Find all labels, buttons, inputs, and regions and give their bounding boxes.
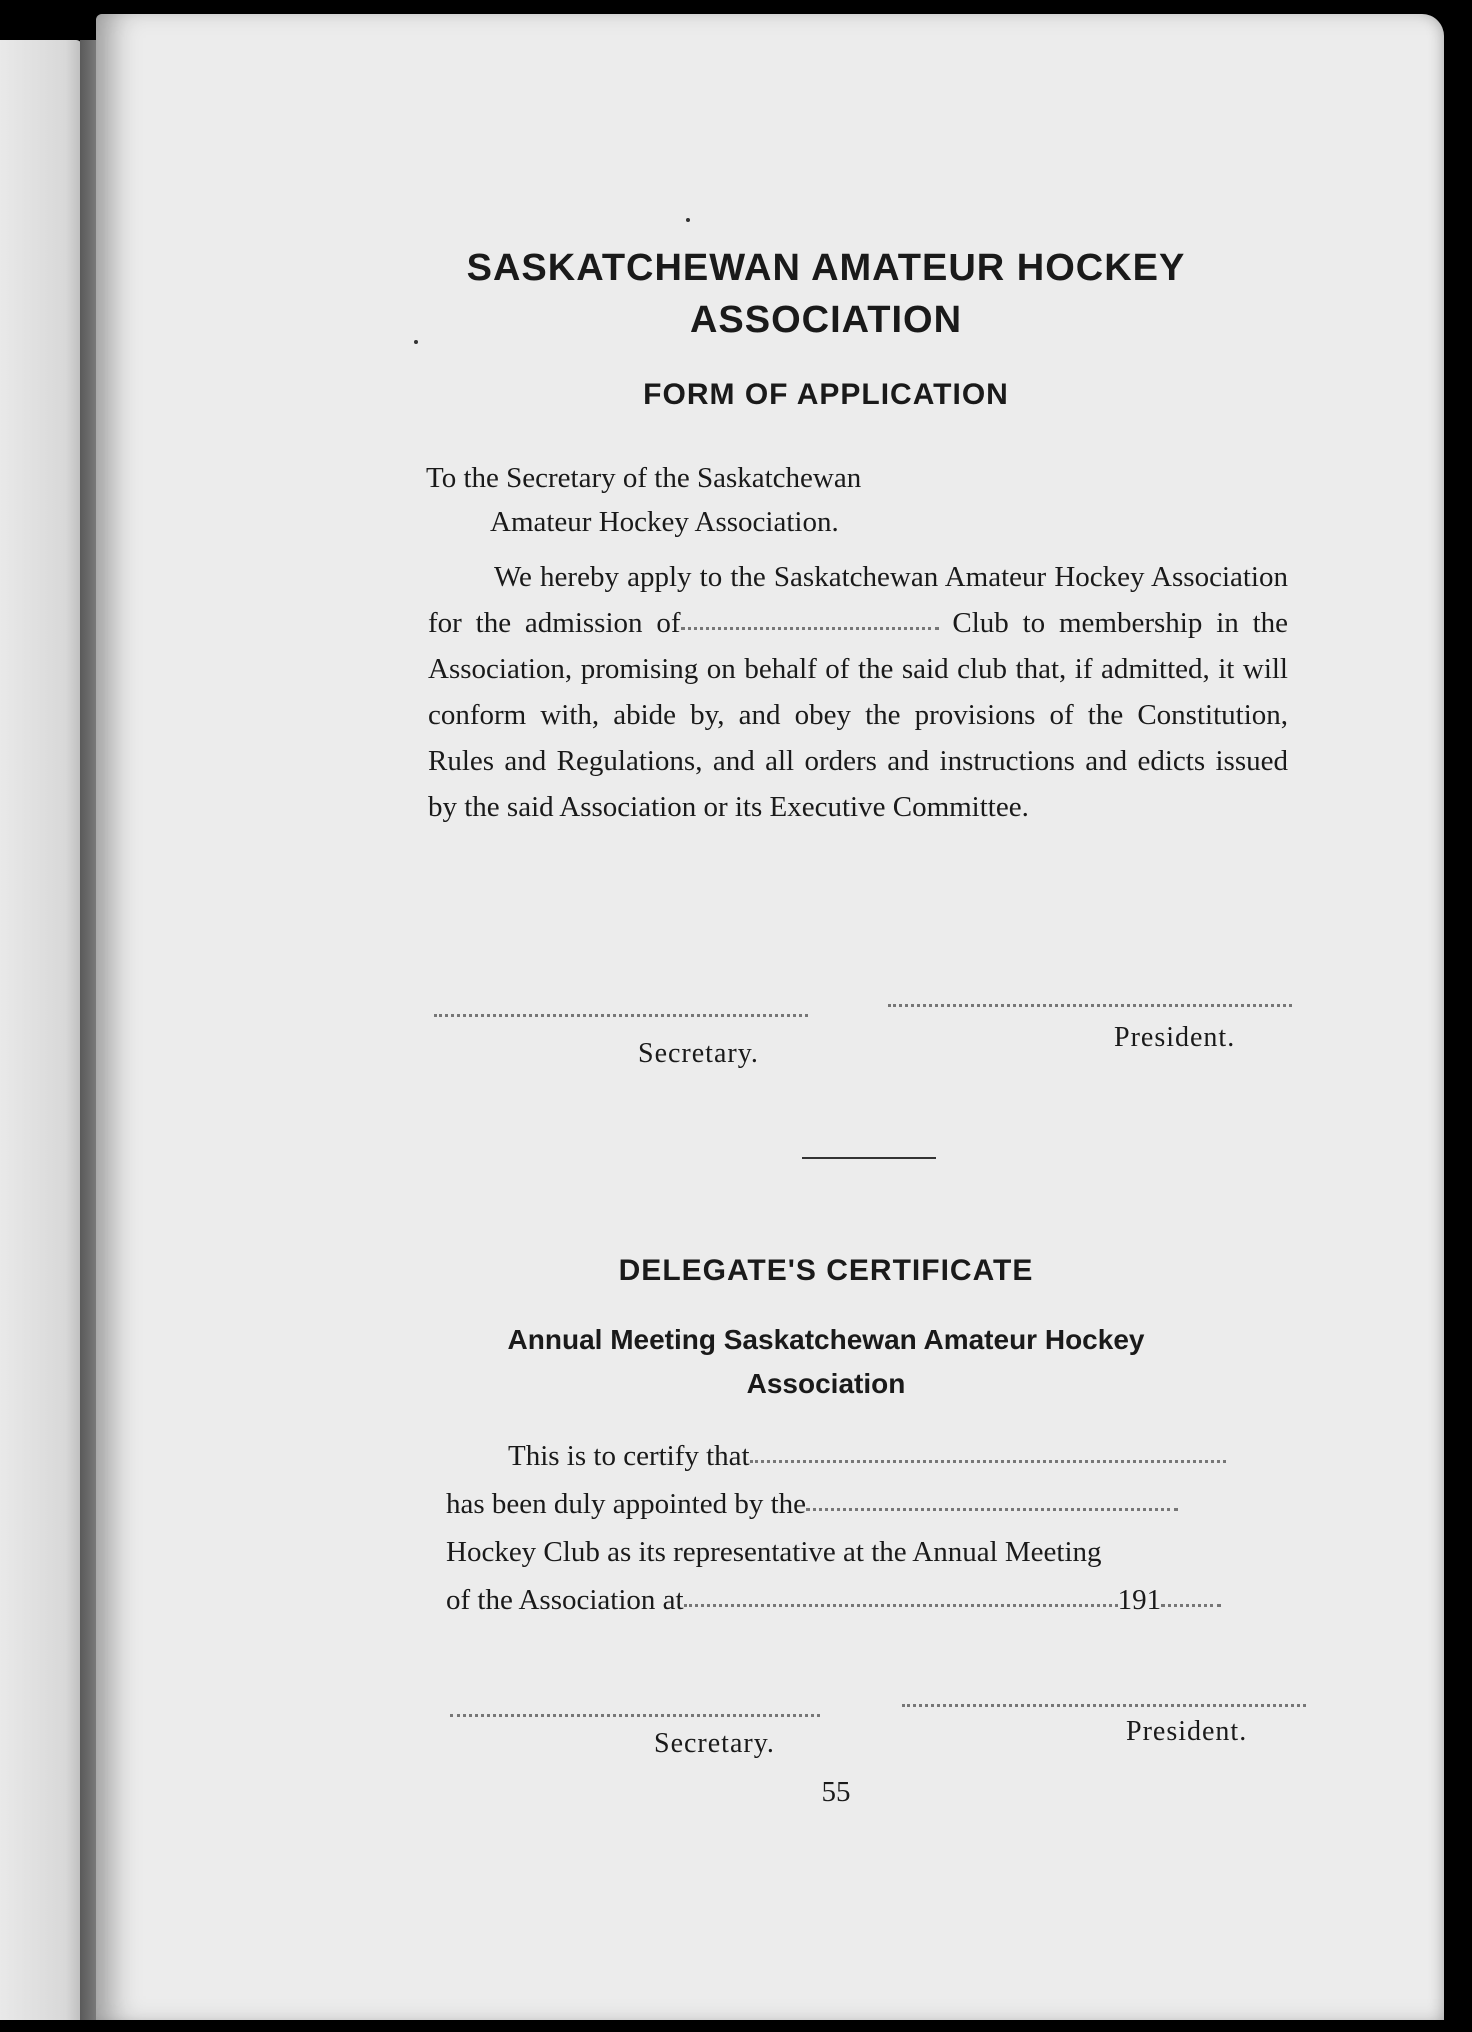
association-at-text: of the Association at: [446, 1584, 684, 1616]
certificate-line-4: [446, 1576, 1306, 1624]
application-text-start: We hereby apply to the Saskatchewan Amateur Hockey Association for the admission of: [428, 561, 1288, 639]
club-name-blank[interactable]: [681, 627, 939, 630]
page-number: 55: [821, 1776, 851, 1808]
secretary-label: Secretary.: [638, 1038, 759, 1069]
right-page: [96, 14, 1444, 2020]
addressee-line-1: To the Secretary of the Saskatchewan: [426, 462, 862, 494]
application-text-rest: Club to membership in the Association, promising on behalf of the said club that, if admitted, it will conform with, abide by, and obey the provisions of the Constitution, Rules and Regulations, and all orders and instructions and edicts issued by the said Association or its Executive Committee.: [428, 607, 1289, 823]
application-paragraph: [428, 554, 1288, 830]
secretary-signature-line[interactable]: [434, 1014, 808, 1017]
president-signature-line[interactable]: [888, 1004, 1292, 1007]
certificate-line-1: [446, 1432, 1306, 1480]
president-label: President.: [1114, 1022, 1236, 1053]
delegate-certificate-heading: DELEGATE'S CERTIFICATE: [618, 1254, 1034, 1287]
addressee-block: [426, 456, 861, 544]
annual-meeting-subheading: [326, 1318, 1326, 1406]
year-prefix: 191: [1117, 1584, 1162, 1616]
certificate-line-3: Hockey Club as its representative at the Annual Meeting: [446, 1536, 1102, 1568]
page-content: [326, 14, 1326, 2020]
year-blank[interactable]: [1161, 1604, 1221, 1607]
application-signatures: [326, 1014, 1326, 1094]
delegate-name-blank[interactable]: [750, 1460, 1226, 1463]
certificate-secretary-label: Secretary.: [654, 1728, 775, 1759]
meeting-place-blank[interactable]: [684, 1604, 1118, 1607]
subheading-line-1: Annual Meeting Saskatchewan Amateur Hockey: [507, 1324, 1145, 1355]
certificate-president-line[interactable]: [902, 1704, 1306, 1707]
certificate-secretary-line[interactable]: [450, 1714, 820, 1717]
certificate-line-2: [446, 1480, 1306, 1528]
left-page-edge: [0, 40, 82, 2020]
subheading-line-2: Association: [746, 1368, 906, 1399]
title-line-1: SASKATCHEWAN AMATEUR HOCKEY: [466, 247, 1186, 289]
certificate-body: [446, 1432, 1306, 1624]
association-title: [326, 242, 1326, 346]
form-of-application-heading: FORM OF APPLICATION: [643, 378, 1009, 411]
certificate-president-label: President.: [1126, 1716, 1248, 1747]
title-line-2: ASSOCIATION: [689, 299, 963, 341]
club-blank[interactable]: [806, 1508, 1178, 1511]
appointed-text: has been duly appointed by the: [446, 1488, 806, 1520]
certify-text: This is to certify that: [508, 1440, 750, 1472]
section-divider: [802, 1157, 936, 1159]
addressee-line-2: Amateur Hockey Association.: [490, 506, 839, 538]
